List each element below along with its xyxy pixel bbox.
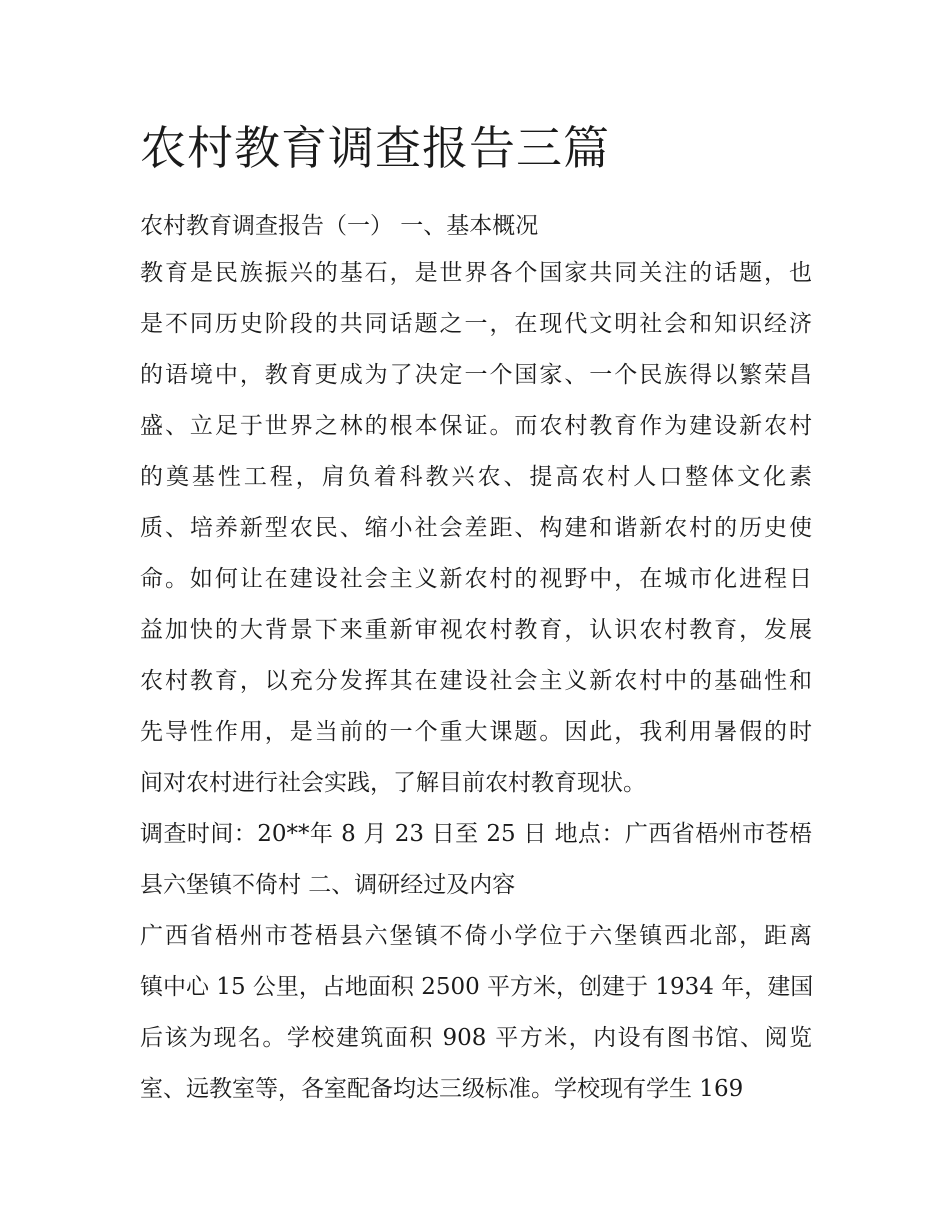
paragraph-line: 间对农村进行社会实践，了解目前农村教育现状。 bbox=[140, 770, 646, 796]
paragraph-line: 广西省梧州市苍梧县六堡镇不倚小学位于六堡镇西北部，距离 bbox=[140, 923, 812, 949]
paragraph-line: 县六堡镇不倚村 二、调研经过及内容 bbox=[140, 872, 516, 898]
paragraph-line: 命。如何让在建设社会主义新农村的视野中，在城市化进程日 bbox=[140, 566, 812, 592]
paragraph-line: 的语境中，教育更成为了决定一个国家、一个民族得以繁荣昌 bbox=[140, 362, 812, 388]
document-page bbox=[140, 112, 812, 1115]
paragraph-line: 室、远教室等，各室配备均达三级标准。学校现有学生 169 bbox=[140, 1076, 744, 1102]
paragraph-line: 质、培养新型农民、缩小社会差距、构建和谐新农村的历史使 bbox=[140, 515, 812, 541]
paragraph-line: 教育是民族振兴的基石，是世界各个国家共同关注的话题，也 bbox=[140, 260, 812, 286]
paragraph-school-description bbox=[140, 911, 812, 1115]
paragraph-line: 后该为现名。学校建筑面积 908 平方米，内设有图书馆、阅览 bbox=[140, 1025, 812, 1051]
paragraph-line: 镇中心 15 公里，占地面积 2500 平方米，创建于 1934 年，建国 bbox=[140, 974, 814, 1000]
paragraph-intro bbox=[140, 248, 812, 809]
paragraph-line: 先导性作用，是当前的一个重大课题。因此，我利用暑假的时 bbox=[140, 719, 812, 745]
paragraph-line: 的奠基性工程，肩负着科教兴农、提高农村人口整体文化素 bbox=[140, 464, 812, 490]
paragraph-line: 是不同历史阶段的共同话题之一，在现代文明社会和知识经济 bbox=[140, 311, 812, 337]
section-heading: 农村教育调查报告（一） 一、基本概况 bbox=[140, 213, 539, 239]
paragraph-line: 调查时间：20**年 8 月 23 日至 25 日 地点：广西省梧州市苍梧 bbox=[140, 821, 812, 847]
document-title: 农村教育调查报告三篇 bbox=[140, 121, 610, 175]
paragraph-line: 盛、立足于世界之林的根本保证。而农村教育作为建设新农村 bbox=[140, 413, 812, 439]
paragraph-survey-info bbox=[140, 809, 812, 911]
paragraph-line: 益加快的大背景下来重新审视农村教育，认识农村教育，发展 bbox=[140, 617, 812, 643]
paragraph-line: 农村教育，以充分发挥其在建设社会主义新农村中的基础性和 bbox=[140, 668, 812, 694]
